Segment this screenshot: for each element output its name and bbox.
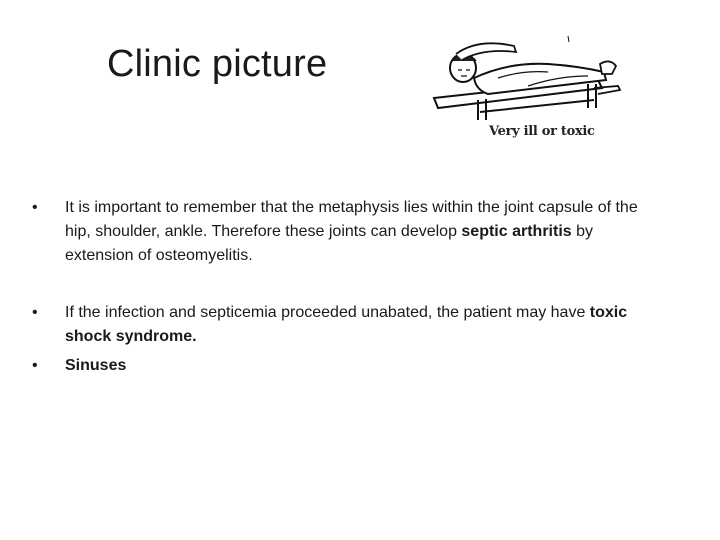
- ill-patient-on-bed-illustration: [428, 28, 628, 123]
- bullet-bold-text: Sinuses: [65, 357, 127, 374]
- bullet-text: by extension of osteomyelitis.: [65, 223, 594, 264]
- bullet-bold-text: septic arthritis: [461, 223, 572, 240]
- figure-caption: Very ill or toxic: [489, 124, 595, 139]
- bullet-text: It is important to remember that the metaphysis lies within the joint capsule of the hip, shoulder, ankle. Therefore these joints can develop: [65, 199, 638, 240]
- bullet-glyph: •: [32, 199, 38, 216]
- bullet-glyph: •: [32, 304, 38, 321]
- slide-title: Clinic picture: [107, 43, 328, 85]
- bullet-item: [32, 354, 126, 378]
- bullet-bold-text: toxic shock syndrome.: [65, 304, 628, 345]
- bullet-item: [32, 301, 642, 349]
- bullet-item: [32, 196, 642, 268]
- bullet-text: If the infection and septicemia proceeded unabated, the patient may have: [65, 304, 590, 321]
- bullet-glyph: •: [32, 357, 38, 374]
